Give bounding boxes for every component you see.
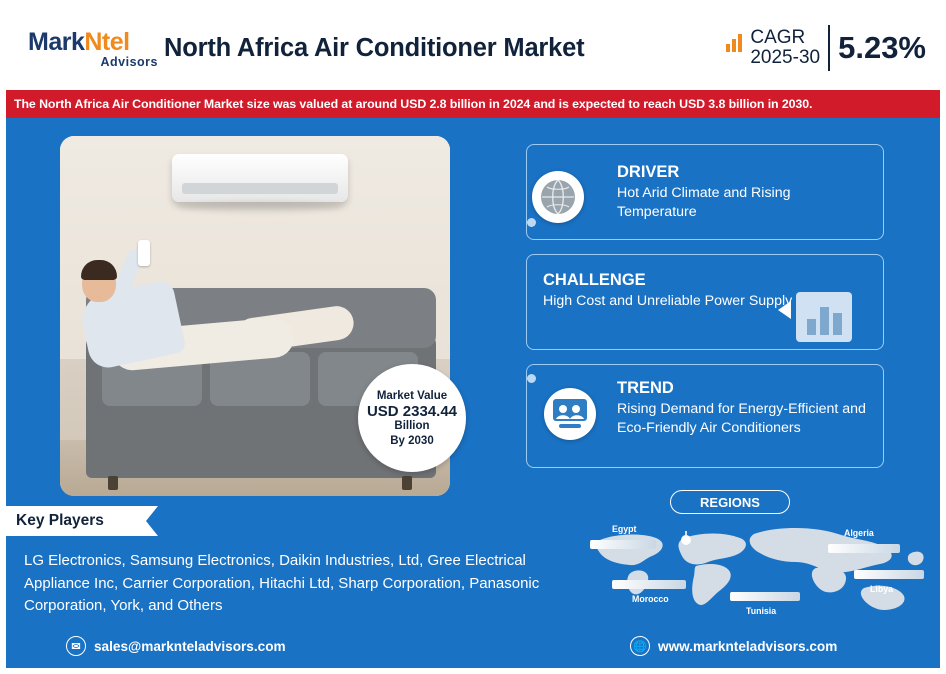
- region-label-algeria: Algeria: [844, 528, 874, 538]
- bar: [833, 313, 842, 335]
- bar: [807, 319, 816, 335]
- logo: [6, 28, 158, 69]
- trend-body: Rising Demand for Energy-Efficient and Eco-Friendly Air Conditioners: [617, 401, 866, 437]
- driver-title: DRIVER: [617, 163, 680, 181]
- key-players-list: LG Electronics, Samsung Electronics, Daikin Industries, Ltd, Gree Electrical Appliance Inc, Carrier Corporation, Hitachi Ltd, Sharp Corporation, Panasonic Corporation, York, and Others: [24, 552, 540, 614]
- logo-mark-text: Mark: [28, 27, 85, 56]
- region-bar-egypt: [590, 540, 656, 549]
- region-label-libya: Libya: [870, 584, 893, 594]
- cagr-years: 2025-30: [750, 47, 821, 68]
- market-value-unit: Billion: [394, 419, 430, 432]
- region-bar-algeria: [828, 544, 900, 553]
- logo-subtitle: Advisors: [100, 54, 158, 69]
- key-players-notch: [146, 506, 158, 536]
- footer: [6, 624, 940, 668]
- world-map: [578, 522, 930, 632]
- footer-website-text: www.marknteladvisors.com: [658, 638, 838, 654]
- divider: [828, 25, 830, 71]
- globe-icon: 🌐: [630, 636, 650, 656]
- bar: [820, 307, 829, 335]
- cagr-label: CAGR: [750, 27, 806, 49]
- summary-banner: The North Africa Air Conditioner Market size was valued at around USD 2.8 billion in 2024 and is expected to reach USD 3.8 billion in 2030.: [6, 90, 940, 118]
- market-value-label: Market Value: [376, 389, 448, 402]
- footer-email-text: sales@marknteladvisors.com: [94, 638, 286, 654]
- sofa-leg: [402, 476, 412, 490]
- regions-tag: REGIONS: [670, 490, 790, 514]
- bar-chart-icon: [796, 292, 852, 342]
- trend-title: TREND: [617, 379, 674, 397]
- logo-ntel-text: Ntel: [84, 27, 130, 56]
- driver-body: Hot Arid Climate and Rising Temperature: [617, 185, 791, 221]
- logo-wordmark: [28, 28, 158, 57]
- region-bar-morocco: [612, 580, 686, 589]
- footer-website[interactable]: [630, 636, 837, 656]
- arrow-left-icon: [778, 301, 791, 319]
- market-value-year: By 2030: [390, 434, 434, 447]
- region-bar-libya: [854, 570, 924, 579]
- cagr-value: 5.23%: [838, 30, 926, 65]
- cagr-block: [725, 25, 940, 71]
- connector-dot: [527, 218, 536, 227]
- region-label-egypt: Egypt: [612, 524, 637, 534]
- ac-shadow: [178, 202, 342, 212]
- region-bar-tunisia: [730, 592, 800, 601]
- region-label-tunisia: Tunisia: [746, 606, 777, 616]
- globe-icon-svg: [538, 177, 578, 217]
- key-players-tag: Key Players: [6, 506, 146, 536]
- bar-chart-icon: [725, 32, 745, 52]
- sofa-leg: [108, 476, 118, 490]
- air-conditioner-unit: [172, 154, 348, 202]
- people-icon: [544, 388, 596, 440]
- region-label-morocco: Morocco: [632, 594, 669, 604]
- header: [6, 6, 940, 90]
- remote-control-icon: [138, 240, 150, 266]
- ac-vent: [182, 183, 338, 194]
- challenge-title: CHALLENGE: [543, 271, 646, 289]
- footer-email[interactable]: [66, 636, 286, 656]
- envelope-icon: ✉: [66, 636, 86, 656]
- connector-dot: [527, 374, 536, 383]
- globe-icon: [532, 171, 584, 223]
- page-title: North Africa Air Conditioner Market: [164, 33, 585, 62]
- people-icon-svg: [549, 393, 591, 435]
- challenge-body: High Cost and Unreliable Power Supply: [543, 293, 793, 309]
- market-value-bubble: [358, 364, 466, 472]
- market-value-amount: USD 2334.44: [366, 402, 458, 420]
